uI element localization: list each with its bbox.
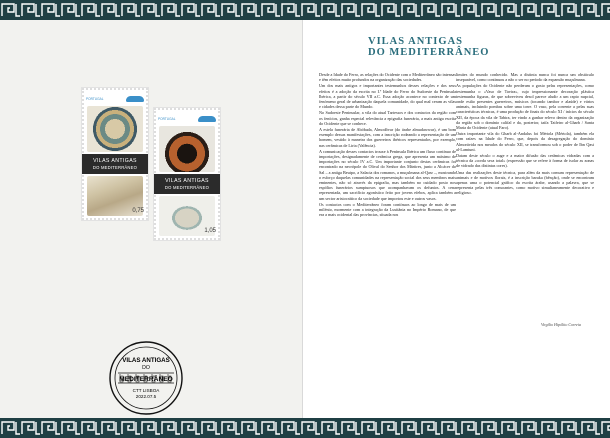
greek-key-pattern (0, 0, 610, 20)
postmark-middle: MEDITERRÂNEO (119, 376, 173, 383)
stamp-band-sub: DO MEDITERRÂNEO (164, 185, 210, 190)
paragraph: A estela funerária de Abóbada, Almodôvar (do árabe almudawwar), é um bom exemplo dessas manifestações, com a inscrição rodeando a representação de um homem, vestido à maneira dos guerreiros ibéricos representados, por exemplo, nas cerâmicas de Liria (Valência). (319, 127, 456, 148)
stamp-band (154, 174, 220, 194)
paragraph: As populações do Ocidente não perderam o gosto pelas representações, como testemunha o «Vaso de Tavira», cujo impressionante decoração plástica testemunha figuras, de que sobreviveu desol parece aludir a um rapto nupcial, onde estão presentes guerreiros, músicos (tocando tambor e alaúde) e vários animais, incluindo pombas sobre uma torre. O vaso, pela corrente a pelas suas características técnicas, é uma produção de finais do século XI / inícios do século XII, da época da vila de Tabira, ter vindo a ganhar relevo dentro da organização da região sob o domínio califal e da, posterior, taifa Taifeiro al-Gharb / Santa Maria do Ocidente (atual Faro). (456, 83, 594, 131)
ctt-bird-icon (198, 116, 216, 122)
author-signature: Virgílio Hipólito Correia (541, 322, 581, 327)
greek-vase-image (159, 126, 215, 172)
decorated-plate-image (87, 106, 143, 152)
stamp-header (86, 94, 144, 104)
title-line-1: VILAS ANTIGAS (368, 36, 463, 47)
postmark (108, 340, 184, 416)
stamp-band-title: VILAS ANTIGAS (165, 178, 209, 184)
greek-key-pattern (0, 418, 610, 438)
paragraph: Outra importante vila do Gharb al-Andalus foi Mértola (Mértola), também ela com raízes na Idade do Ferro, que, depois da desagregação do domínio Almorávida nos meados do século XII, se transformou sob o poder de Ibn Qasi al-Lamtuni. (456, 131, 594, 152)
stamp-1 (82, 88, 148, 220)
leaflet-title (368, 36, 568, 58)
stamp-band-sub: DO MEDITERRÂNEO (92, 165, 138, 170)
left-page (0, 20, 303, 418)
postmark-top-1: VILAS ANTIGAS (122, 357, 170, 364)
text-column-1 (319, 72, 456, 218)
postmark-seal (108, 340, 184, 416)
stamp-country: PORTUGAL (158, 117, 176, 121)
paragraph: Desde a Idade do Ferro, as relações do Ocidente com o Mediterrâneo são intensas e têm efeitos muito profundos na organização das sociedades. (319, 72, 456, 83)
paragraph: Os contactos com o Mediterrâneo foram contínuos ao longo de mais de um milénio, mormente com a integração da Lusitânia no Império Romano, de que era a mais ocidental das províncias, situada nos (319, 201, 456, 218)
paragraph: Datam deste século o auge e a maior difusão das cerâmicas vidradas com a técnica da «corda seca total» (expressão que se refere à forma de isolar as zonas de vidrado das distintas cores). (456, 153, 594, 169)
paragraph: Um dos mais antigos e importantes testemunhos desses relações e dos seus efeitos é a adoção da escrita no I.º Idade do Ferro do Sudoeste da Península Ibérica, a partir do século VII a.C. Essa adoção acontece no contexto de um fenómeno geral de urbanização daquela comunidade, do qual mal ceram as vilas e cidades dessa parte do Mundo. (319, 83, 456, 110)
stamp-band (82, 154, 148, 174)
top-greek-key-border (0, 0, 610, 20)
stamp-value: 1,05 (204, 228, 216, 234)
bottom-greek-key-border (0, 418, 610, 438)
postmark-top-2: DO (142, 365, 150, 371)
paragraph: Uma das realizações deste técnica, para além da mais comum representação de animais e de motivos florais, é a inscrição baraka (bênção), onde se encontram apenas uma o potencial gráfico da escrita árabe, usando a palavra, que se representa pelas três consoantes, como motivo simultaneamente decorativo e religioso. (456, 169, 594, 196)
stamp-band-title: VILAS ANTIGAS (93, 158, 137, 164)
stamp-header (158, 114, 216, 124)
paragraph: A comunicação desses contactos trouxe à Península Ibérica um fluxo contínuo de importações, designadamente de cerâmica grega, que apresenta um máximo de importações no século IV a.C. Um importante conjunto destas cerâmicas foi encontrado na necrópole do Olival do Senhor dos Mártires, junto a Alcácer do Sal – a antiga Beuipo, a Salacia dos romanos, a muçulmana al-Qasr –, mostrando o esforço daquelas comunidades na representação social dos seus membros mais eminentes, não só através da epigrafia, mas também no cuidado posto nos espólios funerários sumptuosos que acompanhavam os defuntos. A cena representada, um sacrifício agonístico feito por jovens efebos, aplica também a um sector aristocrático da sociedade que importou este e outros vasos. (319, 148, 456, 201)
paragraph: No Sudoeste Peninsular, a vila do atual Tartessos e dos contactos da região com os fenícios, ganha especial relevância a epigrafia funerária, a mais antiga escrita do Ocidente que se conhece. (319, 110, 456, 126)
ctt-bird-icon (126, 96, 144, 102)
stamp-value: 0,75 (132, 208, 144, 214)
stamp-2 (154, 108, 220, 240)
postmark-bottom-2: 2022.07.5 (135, 394, 157, 399)
text-column-2 (456, 72, 594, 197)
paragraph: limites do mundo conhecido. Mas a distinta nunca foi nunca um obstáculo inseparável, como continuou a não o ser no período da expansão muçulmana. (456, 72, 594, 83)
postmark-bottom-1: CTT LISBOA (132, 388, 160, 393)
title-line-2: DO MEDITERRÂNEO (368, 47, 490, 58)
stamp-country: PORTUGAL (86, 97, 104, 101)
